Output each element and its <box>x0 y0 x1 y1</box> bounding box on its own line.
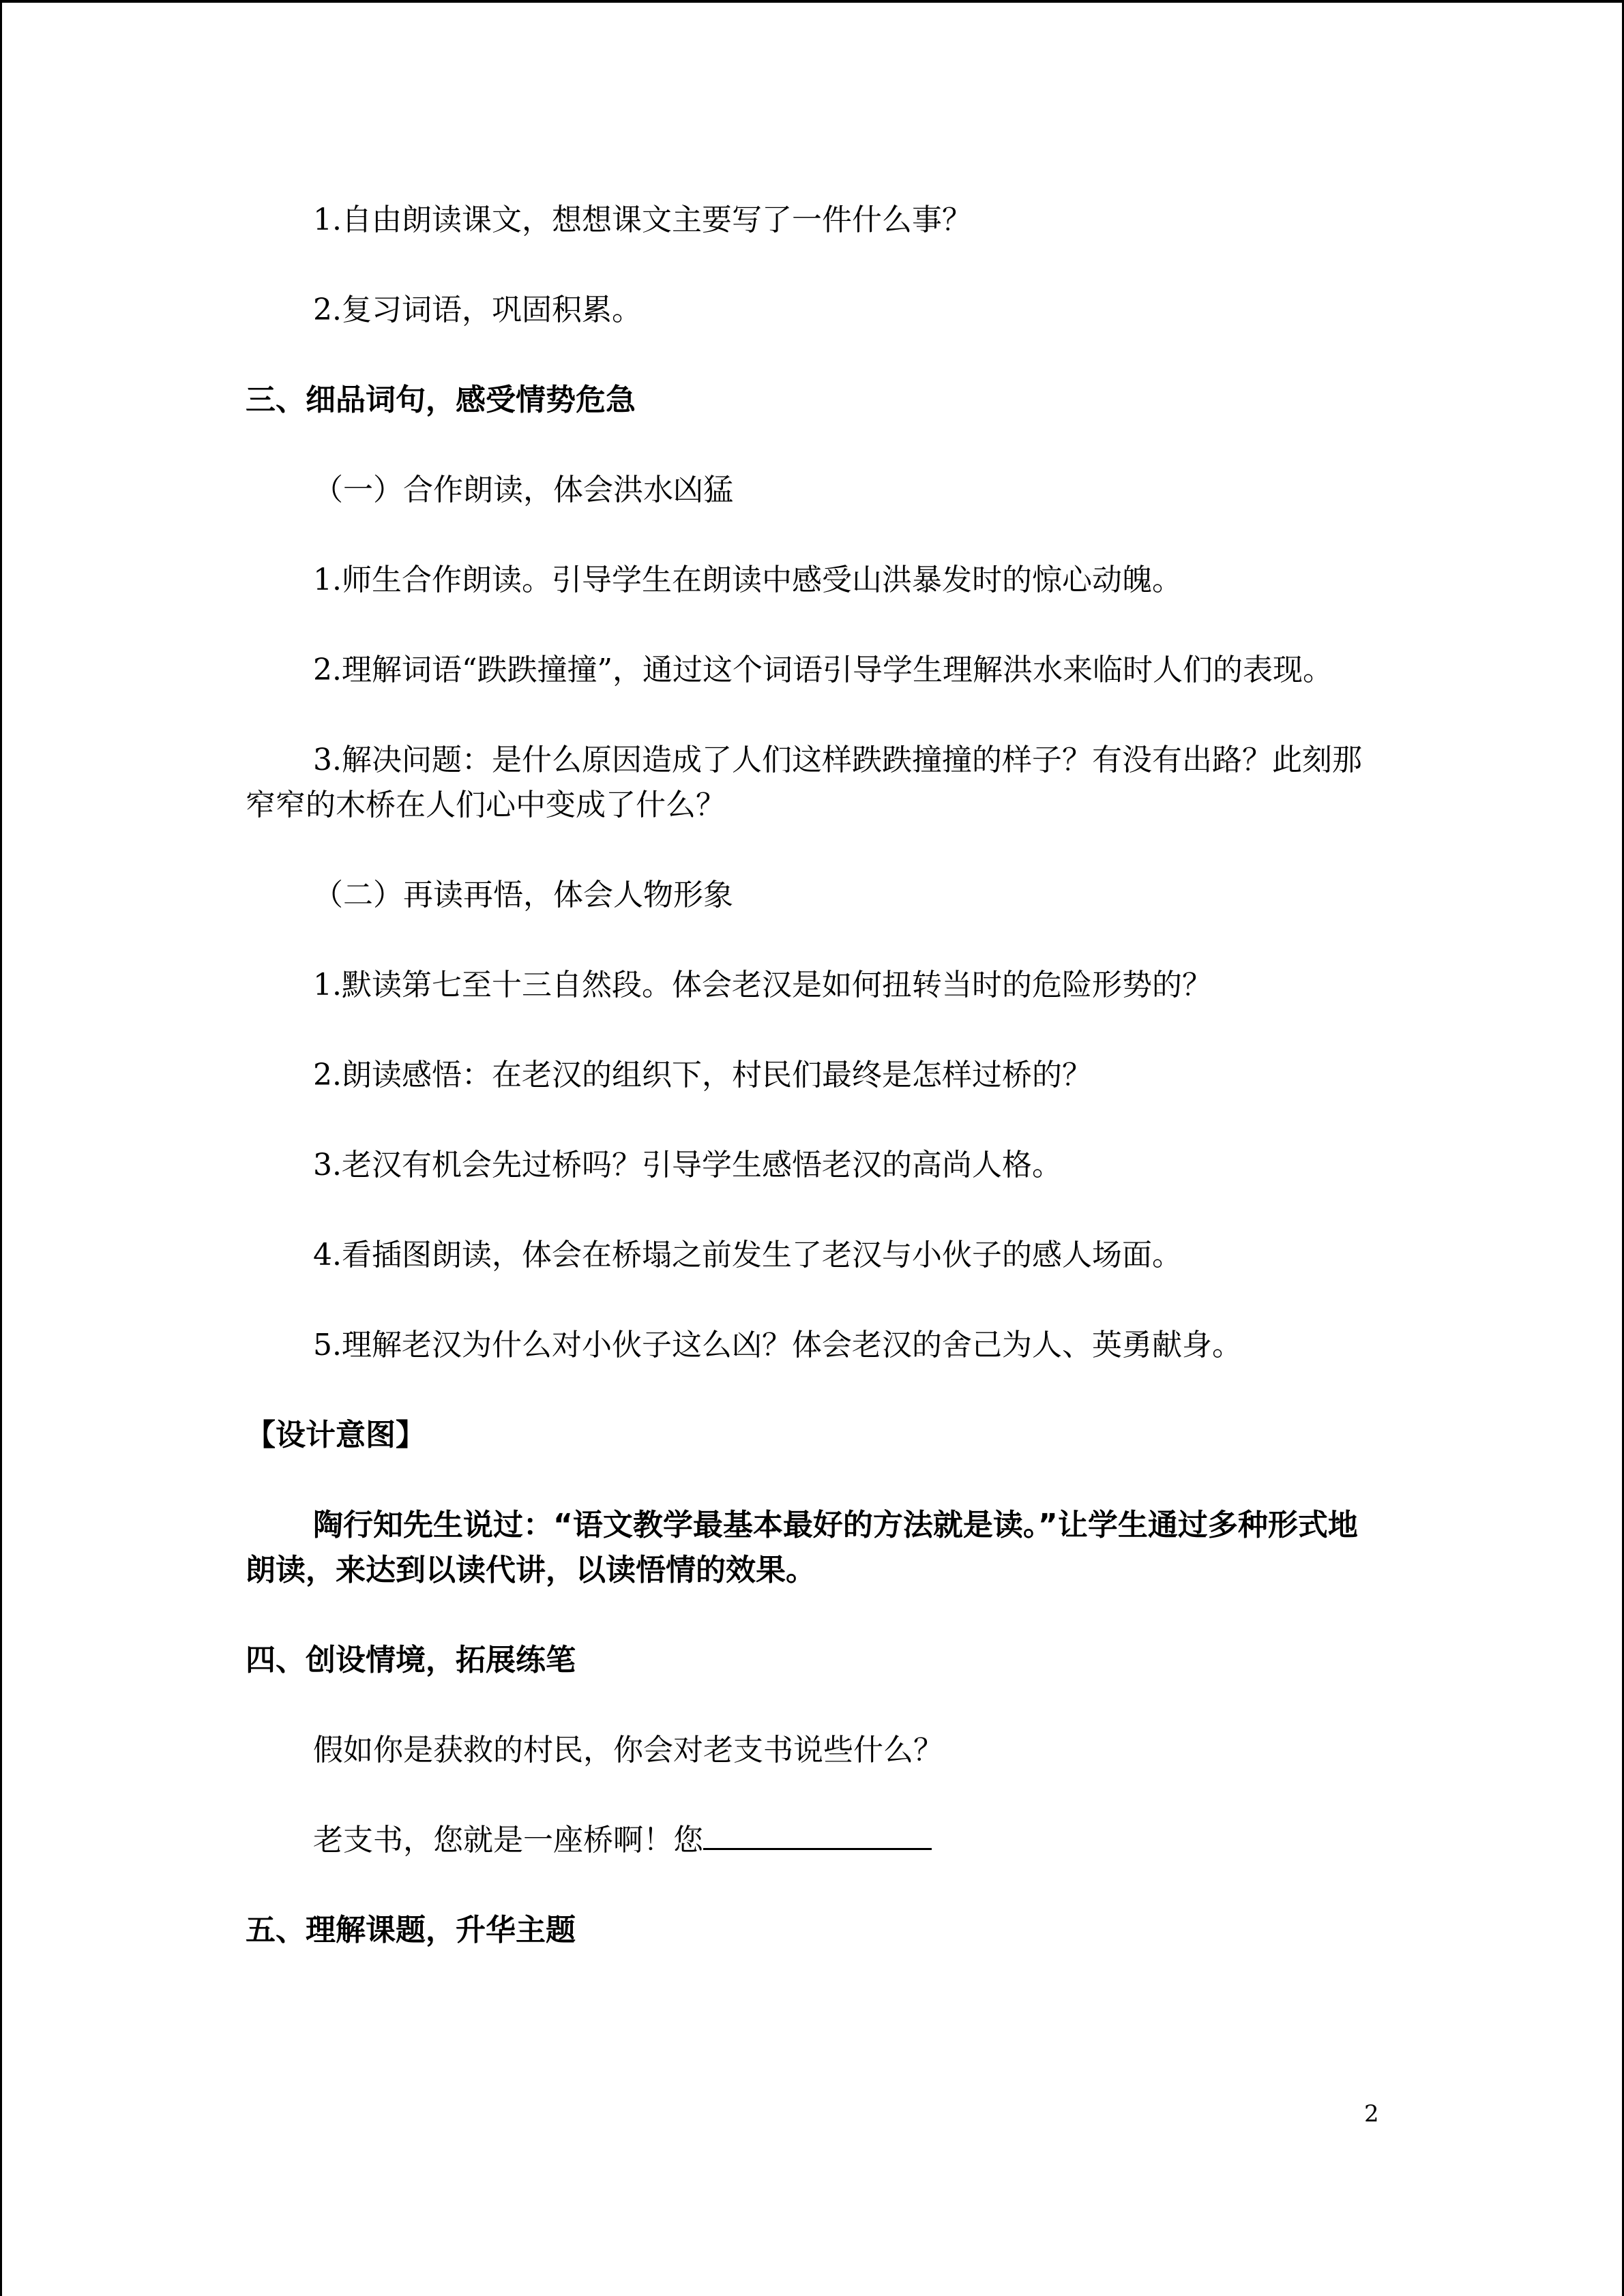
step-item: 2.理解词语“跌跌撞撞”，通过这个词语引导学生理解洪水来临时人们的表现。 <box>313 653 1333 687</box>
page-left-border <box>0 0 2 2296</box>
step-item: 4.看插图朗读，体会在桥塌之前发生了老汉与小伙子的感人场面。 <box>313 1238 1182 1272</box>
section-heading: 四、创设情境，拓展练笔 <box>246 1643 576 1678</box>
step-item: 1.师生合作朗读。引导学生在朗读中感受山洪暴发时的惊心动魄。 <box>313 563 1182 597</box>
fill-in-line <box>246 1818 1364 1863</box>
step-item: 2.朗读感悟：在老汉的组织下，村民们最终是怎样过桥的？ <box>313 1058 1092 1092</box>
page-number: 2 <box>1364 2100 1379 2128</box>
subsection-heading: （二）再读再悟，体会人物形象 <box>313 878 733 912</box>
subsection-heading: （一）合作朗读，体会洪水凶猛 <box>313 473 733 507</box>
document-body <box>246 198 1364 1953</box>
step-item: 1.默读第七至十三自然段。体会老汉是如何扭转当时的危险形势的？ <box>313 968 1212 1002</box>
section-heading: 三、细品词句，感受情势危急 <box>246 383 636 417</box>
design-intent-heading: 【设计意图】 <box>246 1418 426 1452</box>
step-item: 3.老汉有机会先过桥吗？引导学生感悟老汉的高尚人格。 <box>313 1148 1062 1182</box>
prompt-text: 假如你是获救的村民，你会对老支书说些什么？ <box>313 1733 943 1768</box>
step-item: 3.解决问题：是什么原因造成了人们这样跌跌撞撞的样子？有没有出路？此刻那窄窄的木桥在人们心中变成了什么？ <box>246 743 1362 822</box>
section-heading: 五、理解课题，升华主题 <box>246 1913 576 1948</box>
step-item: 5.理解老汉为什么对小伙子这么凶？体会老汉的舍己为人、英勇献身。 <box>313 1328 1242 1362</box>
page-top-border <box>0 0 1624 3</box>
answer-blank <box>703 1818 932 1850</box>
fill-in-prompt: 老支书，您就是一座桥啊！您 <box>313 1823 703 1858</box>
step-item: 1.自由朗读课文，想想课文主要写了一件什么事？ <box>313 203 972 237</box>
design-intent-text: 陶行知先生说过：“语文教学最基本最好的方法就是读。”让学生通过多种形式地朗读，来达到以读代讲，以读悟情的效果。 <box>246 1508 1358 1587</box>
step-item: 2.复习词语，巩固积累。 <box>313 293 642 327</box>
